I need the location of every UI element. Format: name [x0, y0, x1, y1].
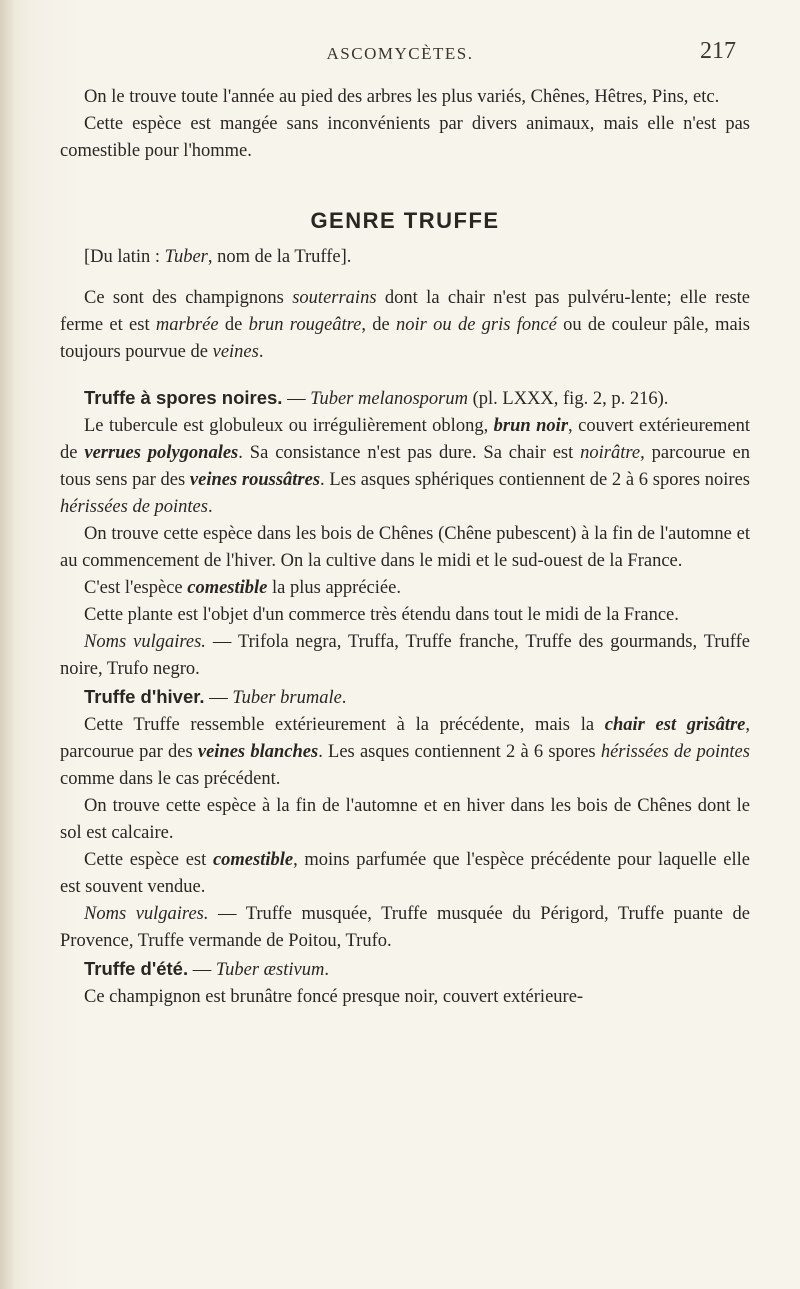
paragraph — [60, 575, 750, 602]
genus-heading: GENRE TRUFFE — [310, 208, 500, 233]
text-run: , couvert extérieurement de — [60, 416, 750, 463]
text-run: ou de couleur pâle, mais toujours pourvue de — [60, 315, 751, 362]
text-bold-italic: chair est grisâtre — [604, 715, 746, 735]
text-run: Cette espèce est — [84, 850, 213, 870]
species-name: Truffe d'été. — [84, 958, 189, 979]
etymology-latin: Tuber — [164, 247, 208, 267]
text-run: , moins parfumée que l'espèce précédente pour laquelle elle est souvent vendue. — [60, 850, 750, 897]
text-italic: noir ou de gris foncé — [396, 315, 557, 335]
text-italic: veines — [212, 342, 259, 362]
species-name: Truffe d'hiver. — [84, 686, 205, 707]
paragraph — [60, 413, 750, 521]
common-names-list: — Truffe musquée, Truffe musquée du Périgord, Truffe puante de Provence, Truffe vermande de Poitou, Trufo. — [60, 904, 750, 951]
text-bold-italic: verrues polygonales — [84, 443, 239, 463]
page-gutter-shadow — [0, 0, 14, 1289]
text-run: , parcourue en tous sens par des — [60, 443, 750, 490]
text-run: . — [324, 960, 329, 980]
text-run: . Les asques sphériques contiennent de 2 à 6 spores noires — [320, 470, 750, 490]
text-italic: brun rougeâtre — [248, 315, 362, 335]
text-run: . — [341, 688, 347, 708]
text-run: dont la chair n'est pas pulvéru-lente; elle reste ferme et est — [60, 288, 750, 335]
paragraph — [60, 847, 750, 901]
page-number: 217 — [700, 38, 736, 64]
running-head — [0, 38, 800, 68]
common-names-label: Noms vulgaires. — [84, 904, 209, 924]
text-bold-italic: comestible — [212, 850, 294, 870]
paragraph — [60, 712, 750, 793]
text-run: , de — [361, 315, 397, 335]
common-names-label: Noms vulgaires. — [84, 632, 206, 652]
paragraph: On trouve cette espèce à la fin de l'automne et en hiver dans les bois de Chênes dont le sol est calcaire. — [60, 796, 750, 843]
text-run: — — [188, 960, 216, 980]
text-run: la plus appréciée. — [267, 578, 401, 598]
species-name: Truffe à spores noires. — [84, 387, 283, 408]
text-run: comme dans le cas précédent. — [60, 769, 281, 789]
text-run: . Les asques contiennent 2 à 6 spores — [318, 742, 601, 762]
common-names — [60, 629, 750, 683]
text-run: Ce sont des champignons — [84, 288, 293, 308]
text-run: . Sa consistance n'est pas dure. Sa chair est — [238, 443, 581, 463]
text-run: C'est l'espèce — [84, 578, 188, 598]
text-italic: hérissées de pointes — [600, 742, 750, 762]
text-italic: hérissées de pointes — [60, 497, 208, 517]
species-heading-melanosporum — [60, 384, 750, 413]
genus-description — [60, 285, 750, 366]
page-text — [60, 84, 750, 1011]
text-bold-italic: veines roussâtres — [189, 470, 321, 490]
running-title: ASCOMYCÈTES. — [326, 44, 474, 63]
paragraph: Cette plante est l'objet d'un commerce très étendu dans tout le midi de la France. — [84, 605, 679, 625]
text-run: . — [207, 497, 213, 517]
species-latin: Tuber æstivum — [215, 960, 325, 980]
paragraph: Cette espèce est mangée sans inconvénients par divers animaux, mais elle n'est pas comestible pour l'homme. — [60, 114, 750, 161]
species-heading-brumale — [60, 683, 750, 712]
paragraph: Ce champignon est brunâtre foncé presque noir, couvert extérieure- — [84, 987, 584, 1007]
text-italic: noirâtre — [580, 443, 641, 463]
text-italic: souterrains — [292, 288, 377, 308]
text-run: , parcourue par des — [60, 715, 750, 762]
plate-reference: (pl. LXXX, fig. 2, p. 216). — [467, 389, 669, 409]
text-italic: marbrée — [155, 315, 219, 335]
text-run: — — [204, 688, 233, 708]
species-heading-aestivum — [60, 955, 750, 984]
common-names — [60, 901, 750, 955]
paragraph: On le trouve toute l'année au pied des arbres les plus variés, Chênes, Hêtres, Pins, etc. — [84, 87, 720, 107]
species-latin: Tuber brumale — [232, 688, 342, 708]
text-bold-italic: veines blanches — [197, 742, 319, 762]
text-run: Cette Truffe ressemble extérieurement à la précédente, mais la — [84, 715, 605, 735]
common-names-list: — Trifola negra, Truffa, Truffe franche, Truffe des gourmands, Truffe noire, Trufo negro. — [60, 632, 750, 679]
text-bold-italic: comestible — [187, 578, 268, 598]
text-bold-italic: brun noir — [493, 416, 569, 436]
paragraph: On trouve cette espèce dans les bois de Chênes (Chêne pubescent) à la fin de l'automne et au commencement de l'hiver. On la cultive dans le midi et le sud-ouest de la France. — [60, 524, 750, 571]
text-run: — — [282, 389, 311, 409]
etymology — [60, 244, 750, 271]
text-run: . — [258, 342, 264, 362]
text-run: de — [218, 315, 249, 335]
species-latin: Tuber melanosporum — [310, 389, 468, 409]
etymology-text: [Du latin : — [84, 247, 165, 267]
text-run: Le tubercule est globuleux ou irrégulièrement oblong, — [84, 416, 494, 436]
etymology-text: , nom de la Truffe]. — [207, 247, 352, 267]
